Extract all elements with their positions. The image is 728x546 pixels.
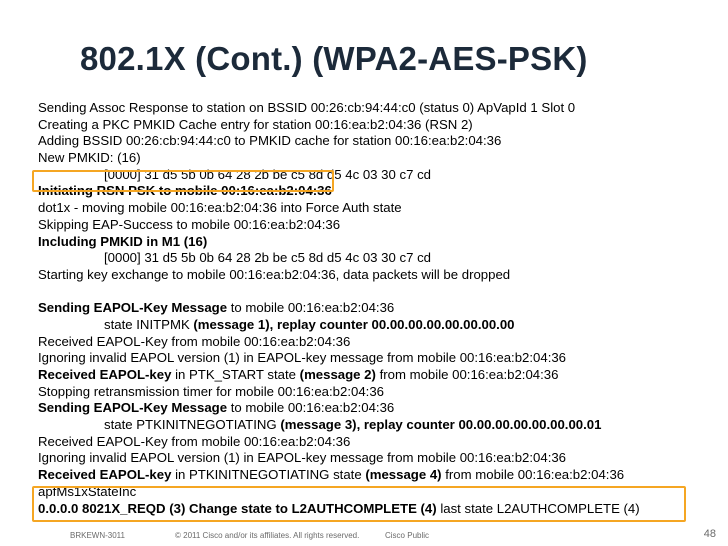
log-line <box>38 234 718 251</box>
log-line <box>38 367 718 384</box>
log-text-bold: Received EAPOL-key <box>38 367 172 382</box>
log-text: [0000] 31 d5 5b 0b 64 28 2b be c5 8d d5 4c 03 30 c7 cd <box>104 250 432 266</box>
log-text: Sending Assoc Response to station on BSSID 00:26:cb:94:44:c0 (status 0) ApVapId 1 Slot 0 <box>38 100 576 115</box>
log-line <box>38 300 718 317</box>
log-line <box>38 317 718 334</box>
debug-log <box>38 100 718 517</box>
log-line <box>38 133 718 150</box>
log-text: Starting key exchange to mobile 00:16:ea:b2:04:36, data packets will be dropped <box>38 266 511 282</box>
log-text: Stopping retransmission timer for mobile 00:16:ea:b2:04:36 <box>38 383 384 399</box>
log-line <box>38 467 718 484</box>
log-line <box>38 334 718 351</box>
log-text: apfMs1xStateInc <box>38 483 137 499</box>
log-text: [0000] 31 d5 5b 0b 64 28 2b be c5 8d d5 4c 03 30 c7 cd <box>104 166 432 182</box>
log-text: Ignoring invalid EAPOL version (1) in EAPOL-key message from mobile 00:16:ea:b2:04:36 <box>38 350 567 366</box>
log-line <box>38 150 718 167</box>
log-text-bold: Initiating RSN PSK to mobile 00:16:ea:b2:04:36 <box>38 183 332 199</box>
log-line <box>38 200 718 217</box>
log-text: in PTK_START state <box>171 367 300 382</box>
log-line <box>38 384 718 401</box>
log-line <box>38 350 718 367</box>
log-line <box>38 400 718 417</box>
log-text-bold: Including PMKID in M1 (16) <box>38 233 208 249</box>
log-text: from mobile 00:16:ea:b2:04:36 <box>441 467 625 483</box>
log-text-bold: (message 1), replay counter 00.00.00.00.00.00.00.00 <box>193 316 515 332</box>
log-text-bold: (message 2) <box>299 367 376 382</box>
log-text: Skipping EAP-Success to mobile 00:16:ea:b2:04:36 <box>38 216 341 232</box>
log-text: last state L2AUTHCOMPLETE (4) <box>436 500 640 516</box>
log-text-bold: (message 3), replay counter 00.00.00.00.00.00.00.01 <box>280 417 602 433</box>
log-text-bold: 0.0.0.0 8021X_REQD (3) Change state to L2AUTHCOMPLETE (4) <box>38 500 437 516</box>
log-text: in PTKINITNEGOTIATING state <box>171 467 366 483</box>
log-text: state PTKINITNEGOTIATING <box>104 417 281 433</box>
log-line <box>38 434 718 451</box>
log-text-bold: (message 4) <box>365 467 442 483</box>
slide-title: 802.1X (Cont.) (WPA2-AES-PSK) <box>80 40 588 77</box>
log-text: to mobile 00:16:ea:b2:04:36 <box>227 300 395 316</box>
log-text-bold: Sending EAPOL-Key Message <box>38 300 228 316</box>
log-line <box>38 417 718 434</box>
log-line <box>38 267 718 284</box>
log-line <box>38 100 718 117</box>
log-line <box>38 250 718 267</box>
log-text: from mobile 00:16:ea:b2:04:36 <box>375 367 559 382</box>
log-text: dot1x - moving mobile 00:16:ea:b2:04:36 into Force Auth state <box>38 200 402 216</box>
log-line <box>38 450 718 467</box>
log-text: Received EAPOL-Key from mobile 00:16:ea:b2:04:36 <box>38 333 351 349</box>
footer-copyright: © 2011 Cisco and/or its affiliates. All rights reserved. <box>175 531 360 540</box>
log-text-bold: Sending EAPOL-Key Message <box>38 400 228 416</box>
log-text: Adding BSSID 00:26:cb:94:44:c0 to PMKID cache for station 00:16:ea:b2:04:36 <box>38 133 502 149</box>
log-text: Received EAPOL-Key from mobile 00:16:ea:b2:04:36 <box>38 433 351 449</box>
log-line <box>38 117 718 134</box>
log-text: Creating a PKC PMKID Cache entry for station 00:16:ea:b2:04:36 (RSN 2) <box>38 116 473 132</box>
highlight-box-state-change <box>32 483 686 522</box>
log-text: to mobile 00:16:ea:b2:04:36 <box>227 400 395 416</box>
page-number: 48 <box>703 528 716 540</box>
log-text-bold: Received EAPOL-key <box>38 467 172 483</box>
log-line <box>38 217 718 234</box>
highlight-box-rsn-psk <box>32 170 334 192</box>
blank-line <box>38 284 718 301</box>
log-text: New PMKID: (16) <box>38 150 141 166</box>
log-text: state INITPMK <box>104 316 194 332</box>
footer <box>0 528 728 546</box>
log-text: Ignoring invalid EAPOL version (1) in EAPOL-key message from mobile 00:16:ea:b2:04:36 <box>38 450 567 466</box>
footer-classification: Cisco Public <box>385 531 430 540</box>
footer-session-id: BRKEWN-3011 <box>70 531 125 540</box>
